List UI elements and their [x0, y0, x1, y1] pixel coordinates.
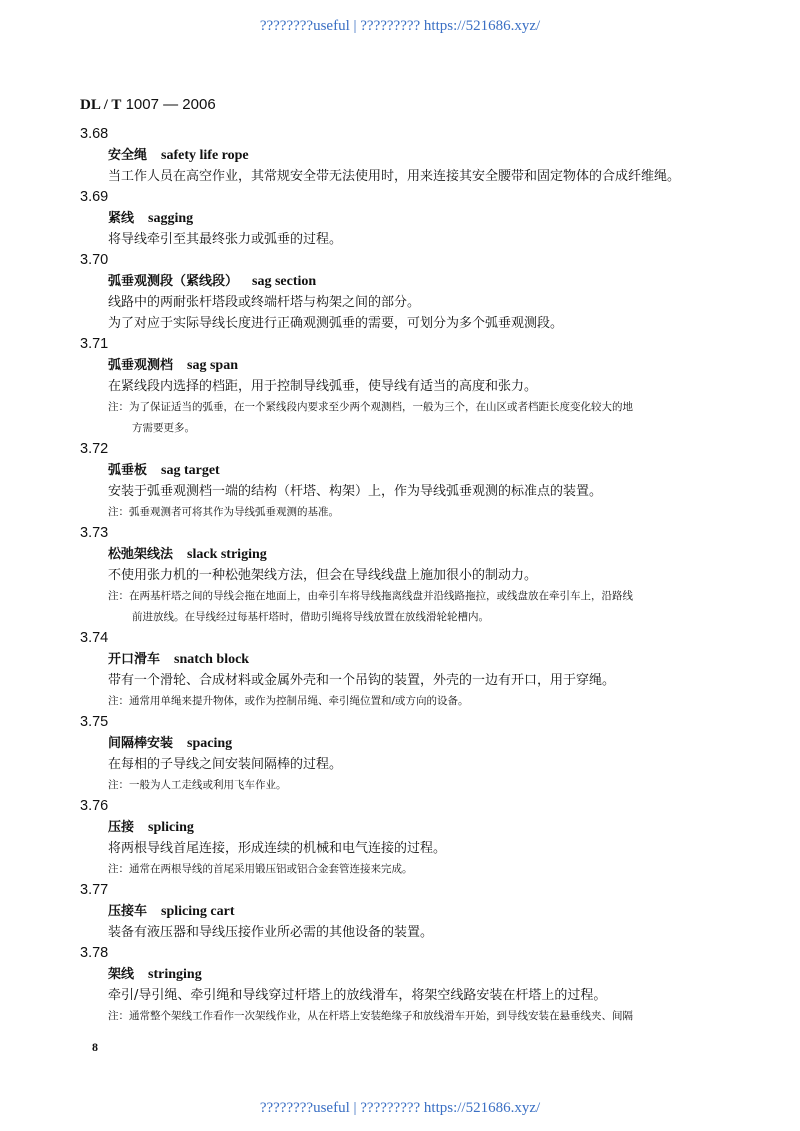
- term-definition: 在紧线段内选择的档距，用于控制导线弧垂，使导线有适当的高度和张力。: [108, 379, 538, 394]
- term-definition: 不使用张力机的一种松弛架线方法，但会在导线线盘上施加很小的制动力。: [108, 568, 538, 583]
- page-number: 8: [92, 1040, 98, 1054]
- term-english: sagging: [148, 211, 194, 226]
- term-entry: [80, 439, 730, 523]
- term-chinese: 压接车: [108, 904, 148, 919]
- term-chinese: 开口滑车: [108, 652, 161, 667]
- term-definition: 将导线牵引至其最终张力或弧垂的过程。: [108, 232, 343, 247]
- clause-number: 3.77: [80, 882, 109, 898]
- term-chinese: 弧垂板: [108, 463, 148, 478]
- term-english: spacing: [187, 736, 233, 751]
- watermark-top[interactable]: ????????useful | ????????? https://521686.xyz/: [259, 18, 541, 34]
- term-english: splicing cart: [161, 904, 235, 919]
- term-note: 注：通常在两根导线的首尾采用锻压铝或铝合金套管连接来完成。: [108, 863, 413, 875]
- term-note: 注：一般为人工走线或利用飞车作业。: [108, 779, 287, 791]
- term-definition: 牵引/导引绳、牵引绳和导线穿过杆塔上的放线滑车，将架空线路安装在杆塔上的过程。: [108, 988, 607, 1003]
- term-english: stringing: [148, 967, 202, 982]
- term-chinese: 弧垂观测段（紧线段）: [108, 274, 239, 289]
- term-entry: [80, 250, 730, 334]
- term-definition: 安装于弧垂观测档一端的结构（杆塔、构架）上，作为导线弧垂观测的标准点的装置。: [108, 484, 603, 499]
- term-note: 注：通常用单绳来提升物体，或作为控制吊绳、牵引绳位置和/或方向的设备。: [108, 695, 469, 707]
- term-entry: [80, 943, 730, 1027]
- term-title: [108, 460, 730, 481]
- clause-number: 3.72: [80, 441, 109, 457]
- clause-number: 3.74: [80, 630, 109, 646]
- term-chinese: 压接: [108, 820, 135, 835]
- term-entry: [80, 523, 730, 628]
- term-english: safety life rope: [161, 148, 249, 163]
- term-entry: [80, 124, 730, 187]
- term-definition: 线路中的两耐张杆塔段或终端杆塔与构架之间的部分。: [108, 295, 421, 310]
- term-title: [108, 544, 730, 565]
- term-english: snatch block: [174, 652, 250, 667]
- term-title: [108, 208, 730, 229]
- term-entry: [80, 334, 730, 439]
- clause-number: 3.76: [80, 798, 109, 814]
- term-title: [108, 649, 730, 670]
- term-chinese: 安全绳: [108, 148, 148, 163]
- term-title: [108, 145, 730, 166]
- document-code: [80, 96, 216, 114]
- clause-number: 3.70: [80, 252, 109, 268]
- watermark-bottom[interactable]: ????????useful | ????????? https://521686.xyz/: [259, 1100, 541, 1116]
- term-chinese: 紧线: [108, 211, 135, 226]
- term-note: 注：弧垂观测者可将其作为导线弧垂观测的基准。: [108, 506, 339, 518]
- term-definition: 将两根导线首尾连接，形成连续的机械和电气连接的过程。: [108, 841, 447, 856]
- term-note: 注：为了保证适当的弧垂，在一个紧线段内要求至少两个观测档，一般为三个，在山区或者档距长度变化较大的地: [108, 401, 633, 413]
- clause-number: 3.78: [80, 945, 109, 961]
- term-definition: 在每相的子导线之间安装间隔棒的过程。: [108, 757, 343, 772]
- term-note-continued: 方需要更多。: [132, 422, 195, 434]
- term-title: [108, 901, 730, 922]
- term-definition: 装备有液压器和导线压接作业所必需的其他设备的装置。: [108, 925, 434, 940]
- term-entry: [80, 628, 730, 712]
- term-note-continued: 前进放线。在导线经过每基杆塔时，借助引绳将导线放置在放线滑轮轮槽内。: [132, 611, 489, 623]
- term-definition: 为了对应于实际导线长度进行正确观测弧垂的需要，可划分为多个弧垂观测段。: [108, 316, 564, 331]
- term-title: [108, 355, 730, 376]
- term-chinese: 架线: [108, 967, 135, 982]
- term-english: sag span: [187, 358, 238, 373]
- term-title: [108, 271, 730, 292]
- code-prefix: DL / T: [80, 97, 122, 113]
- clause-number: 3.73: [80, 525, 109, 541]
- term-title: [108, 817, 730, 838]
- term-entry: [80, 880, 730, 943]
- term-note: 注：通常整个架线工作看作一次架线作业，从在杆塔上安装绝缘子和放线滑车开始，到导线安装在悬垂线夹、间隔: [108, 1010, 633, 1022]
- term-chinese: 弧垂观测档: [108, 358, 174, 373]
- terms-list: [80, 124, 730, 1027]
- term-english: slack striging: [187, 547, 267, 562]
- code-number: 1007 — 2006: [121, 96, 216, 113]
- term-english: sag target: [161, 463, 220, 478]
- clause-number: 3.68: [80, 126, 109, 142]
- term-entry: [80, 712, 730, 796]
- clause-number: 3.75: [80, 714, 109, 730]
- term-chinese: 松弛架线法: [108, 547, 174, 562]
- term-title: [108, 964, 730, 985]
- term-chinese: 间隔棒安装: [108, 736, 174, 751]
- term-title: [108, 733, 730, 754]
- term-english: splicing: [148, 820, 194, 835]
- term-entry: [80, 187, 730, 250]
- term-definition: 当工作人员在高空作业，其常规安全带无法使用时，用来连接其安全腰带和固定物体的合成纤维绳。: [108, 169, 681, 184]
- clause-number: 3.71: [80, 336, 109, 352]
- term-english: sag section: [252, 274, 317, 289]
- term-note: 注：在两基杆塔之间的导线会拖在地面上，由牵引车将导线拖离线盘并沿线路拖拉，或线盘放在牵引车上，沿路线: [108, 590, 633, 602]
- term-entry: [80, 796, 730, 880]
- term-definition: 带有一个滑轮、合成材料或金属外壳和一个吊钩的装置，外壳的一边有开口，用于穿绳。: [108, 673, 616, 688]
- clause-number: 3.69: [80, 189, 109, 205]
